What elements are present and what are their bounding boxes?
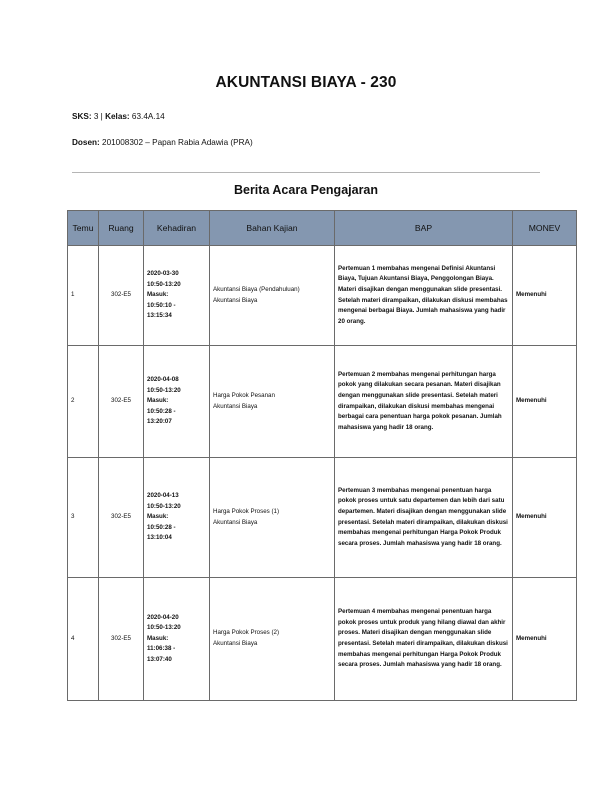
kehadiran-out-time: 13:20:07 [147,418,172,426]
kehadiran-out-time: 13:07:40 [147,655,172,663]
kelas-label: Kelas: [105,112,130,121]
table-row [68,346,577,458]
lecturer-meta [72,138,253,147]
bap-table [67,210,577,701]
bahan-course: Akuntansi Biaya [213,518,258,526]
kehadiran-date: 2020-04-20 [147,613,179,621]
kehadiran-schedule: 10:50-13:20 [147,502,181,510]
kehadiran-in-time: 11:06:38 - [147,645,176,653]
sks-value: 3 | [91,112,106,121]
dosen-label: Dosen: [72,138,100,147]
cell-temu: 4 [68,578,99,701]
kehadiran-in-time: 10:50:10 - [147,301,176,309]
cell-monev: Memenuhi [513,246,577,346]
cell-kehadiran [144,578,210,701]
cell-ruang: 302-E5 [99,578,144,701]
course-meta [72,112,165,121]
table-header-row [68,211,577,246]
bahan-topic: Harga Pokok Pesanan [213,391,275,399]
header-temu: Temu [68,211,99,246]
bahan-course: Akuntansi Biaya [213,402,258,410]
cell-bap: Pertemuan 2 membahas mengenai perhitungan harga pokok yang dilakukan secara pesanan. Materi disajikan dengan menggunakan slide presentasi. Setelah materi dirampaikan, dilakukan diskusi membahas mengenai berbagai cara penentuan harga pokok pesanan. Jumlah mahasiswa yang hadir 18 orang. [335,346,513,458]
header-kehadiran: Kehadiran [144,211,210,246]
kehadiran-masuk-label: Masuk: [147,513,169,521]
cell-ruang: 302-E5 [99,246,144,346]
kehadiran-schedule: 10:50-13:20 [147,280,181,288]
cell-monev: Memenuhi [513,578,577,701]
divider [72,172,540,173]
header-monev: MONEV [513,211,577,246]
kehadiran-out-time: 13:10:04 [147,534,172,542]
cell-bahan-kajian [210,246,335,346]
cell-temu: 3 [68,458,99,578]
kehadiran-schedule: 10:50-13:20 [147,386,181,394]
cell-bahan-kajian [210,578,335,701]
header-ruang: Ruang [99,211,144,246]
cell-ruang: 302-E5 [99,346,144,458]
cell-temu: 2 [68,346,99,458]
cell-monev: Memenuhi [513,346,577,458]
cell-kehadiran [144,246,210,346]
table-row [68,246,577,346]
kehadiran-in-time: 10:50:28 - [147,407,176,415]
kehadiran-date: 2020-03-30 [147,270,179,278]
sks-label: SKS: [72,112,92,121]
header-bahan-kajian: Bahan Kajian [210,211,335,246]
bahan-course: Akuntansi Biaya [213,640,258,647]
table-row [68,578,577,701]
document-title: AKUNTANSI BIAYA - 230 [215,74,397,91]
kehadiran-in-time: 10:50:28 - [147,523,176,531]
cell-temu: 1 [68,246,99,346]
table-row [68,458,577,578]
bahan-topic: Harga Pokok Proses (2) [213,629,280,637]
cell-ruang: 302-E5 [99,458,144,578]
cell-monev: Memenuhi [513,458,577,578]
cell-bap: Pertemuan 1 membahas mengenai Definisi Akuntansi Biaya, Tujuan Akuntansi Biaya, Penggolongan Biaya. Materi disajikan dengan menggunakan slide presentasi. Setelah materi dirampaikan, dilakukan diskusi membahas mengenai berbagai Biaya. Jumlah mahasiswa yang hadir 20 orang. [335,246,513,346]
kehadiran-masuk-label: Masuk: [147,397,169,405]
kehadiran-date: 2020-04-13 [147,492,179,500]
bahan-topic: Harga Pokok Proses (1) [213,507,280,515]
kelas-value: 63.4A.14 [129,112,165,121]
cell-kehadiran [144,346,210,458]
kehadiran-masuk-label: Masuk: [147,634,169,642]
header-bap: BAP [335,211,513,246]
bahan-topic: Akuntansi Biaya (Pendahuluan) [213,285,300,293]
bahan-course: Akuntansi Biaya [213,296,258,304]
cell-bap: Pertemuan 3 membahas mengenai penentuan harga pokok proses untuk satu departemen dan lebih dari satu departemen. Materi disajikan dengan menggunakan slide presentasi. Setelah materi dirampaikan, dilakukan diskusi membahas mengenai perhitungan Harga Pokok Produk secara proses. Jumlah mahasiswa yang hadir 18 orang. [335,458,513,578]
cell-bahan-kajian [210,346,335,458]
cell-bahan-kajian [210,458,335,578]
kehadiran-schedule: 10:50-13:20 [147,624,181,632]
dosen-value: 201008302 – Papan Rabia Adawia (PRA) [99,138,253,147]
kehadiran-date: 2020-04-08 [147,376,179,384]
kehadiran-out-time: 13:15:34 [147,312,172,320]
section-title: Berita Acara Pengajaran [233,183,379,197]
cell-bap: Pertemuan 4 membahas mengenai penentuan harga pokok proses untuk produk yang hilang diawal dan akhir proses. Materi disajikan dengan menggunakan slide presentasi. Setelah materi dirampaikan, dilakukan diskusi membahas mengenai perhitungan Harga Pokok Produk secara proses. Jumlah mahasiswa yang hadir 18 orang. [335,578,513,701]
cell-kehadiran [144,458,210,578]
kehadiran-masuk-label: Masuk: [147,291,169,299]
